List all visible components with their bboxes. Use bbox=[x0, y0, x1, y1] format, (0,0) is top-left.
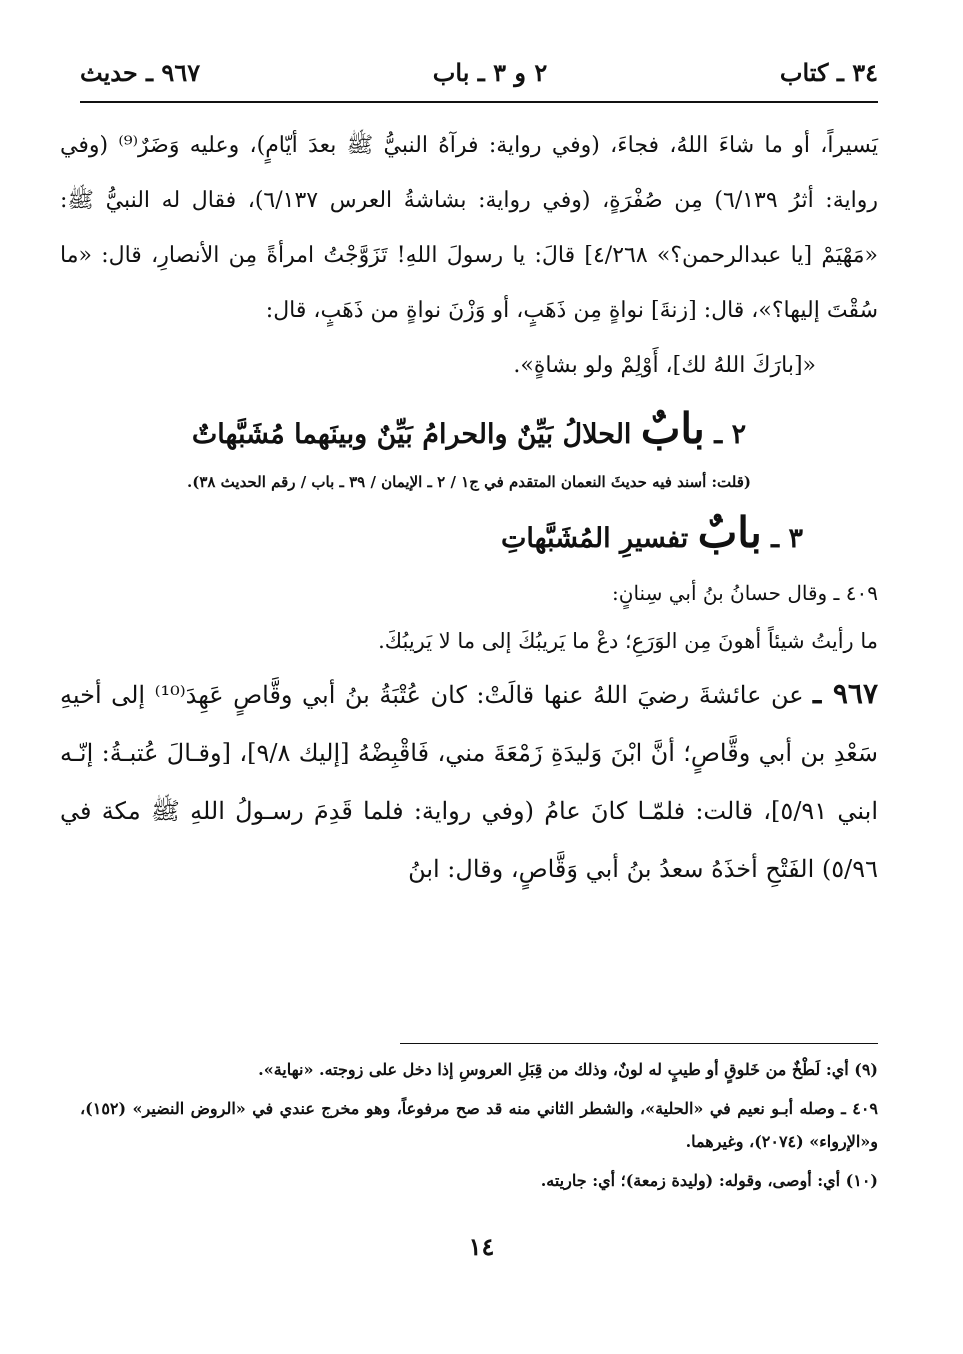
chapter-title: تفسيرِ المُشَبَّهاتِ bbox=[500, 523, 689, 554]
hadith-text: عن عائشةَ رضيَ اللهُ عنها قالَتْ: كان عُتْبَةُ بنُ أبي وقَّاصٍ عَهِدَ⁽¹⁰⁾ إلى أخيهِ سَعْدِ بن أبي وقَّاصٍ؛ أنَّ ابْنَ وَليدَةِ زَمْعَةَ مني، فَاقْبِضْهُ [إليك ٩/٨]، [وقـالَ عُتبـةُ: إنّـه ابني ٥/٩١]، قالت: فلمّـا كانَ عامُ (وفي رواية: فلما قَدِمَ رسـولُ اللهِ ﷺ مكة في ٥/٩٦) الفَتْحِ أخذَهُ سعدُ بنُ أبي وَقَّاصٍ، وقال: ابنُ bbox=[60, 681, 878, 883]
hadith-paragraph bbox=[60, 665, 878, 898]
athar-quote: ما رأيتُ شيئاً أهونَ مِن الوَرَعِ؛ دعْ ما يَريبُكَ إلى ما لا يَريبُكَ. bbox=[378, 629, 878, 653]
chapter-word: بابٌ bbox=[697, 508, 762, 557]
header-divider bbox=[80, 101, 878, 103]
footnotes bbox=[80, 1053, 878, 1203]
prophet-saying: «[بارَكَ اللهُ لك]، أَوْلِمْ ولو بشاةٍ». bbox=[513, 353, 816, 378]
athar-intro: ٤٠٩ ـ وقال حسانُ بنُ أبي سِنانٍ: bbox=[612, 581, 878, 605]
footnote-10: (١٠) أي: أوصى، وقوله: (وليدة زمعة)؛ أي: جاريته. bbox=[540, 1171, 878, 1190]
header-book-label: ٣٤ ـ كتاب bbox=[779, 57, 878, 87]
editor-note: (قلت: أسند فيه حديثَ النعمان المتقدم في ج١ / ٢ ـ الإيمان / ٣٩ ـ باب / رقم الحديث ٣٨). bbox=[186, 473, 751, 491]
footnote-9: (٩) أي: لَطْخٌ من خَلوقٍ أو طيبٍ له لونٌ، وذلك من قِبَلِ العروسِ إذا دخل على زوجته. «نهاية». bbox=[258, 1060, 878, 1079]
paragraph-continuation: يَسيراً، أو ما شاءَ اللهُ، فجاءَ، (وفي رواية: فرآهُ النبيُّ ﷺ بعدَ أيّامٍ)، وعليه وَضَرٌ⁽⁹⁾ (وفي رواية: أثرُ ٦/١٣٩) مِن صُفْرَةٍ، (وفي رواية: بشاشةُ العرس ٦/١٣٧)، فقال له النبيُّ ﷺ: «مَهْيَمْ [يا عبدالرحمن؟» ٤/٢٦٨] قالَ: يا رسولَ اللهِ! تَزَوَّجْتُ امرأةً مِن الأنصارِ، قال: «ما سُقْتَ إليها؟»، قال: [زنةَ] نواةٍ مِن ذَهَبٍ، أو وَزْنَ نواةٍ من ذَهَبٍ، قال: bbox=[60, 133, 878, 323]
chapter-title: الحلالُ بَيِّنٌ والحرامُ بَيِّنٌ وبينَهما مُشَبَّهاتٌ bbox=[191, 419, 632, 450]
chapter-number: ٢ ـ bbox=[714, 419, 747, 450]
header-hadith-label: ٩٦٧ ـ حديث bbox=[80, 57, 201, 87]
chapter-number: ٣ ـ bbox=[771, 523, 803, 554]
header-chapter-label: ٢ و ٣ ـ باب bbox=[432, 57, 548, 87]
main-text bbox=[60, 118, 878, 898]
running-header bbox=[80, 52, 878, 92]
chapter-heading-2 bbox=[60, 399, 878, 465]
page-number: ١٤ bbox=[468, 1232, 495, 1261]
chapter-heading-3 bbox=[60, 503, 878, 569]
hadith-number: ٩٦٧ ـ bbox=[813, 677, 878, 710]
chapter-word: بابٌ bbox=[640, 404, 705, 453]
footnote-divider bbox=[400, 1043, 878, 1044]
footnote-409: ٤٠٩ ـ وصله أبـو نعيم في «الحلية»، والشطر الثاني منه قد صح مرفوعاً، وهو مخرج عندي في «الروض النضير» (١٥٢)، و«الإرواء» (٢٠٧٤)، وغيرهما. bbox=[80, 1099, 878, 1151]
